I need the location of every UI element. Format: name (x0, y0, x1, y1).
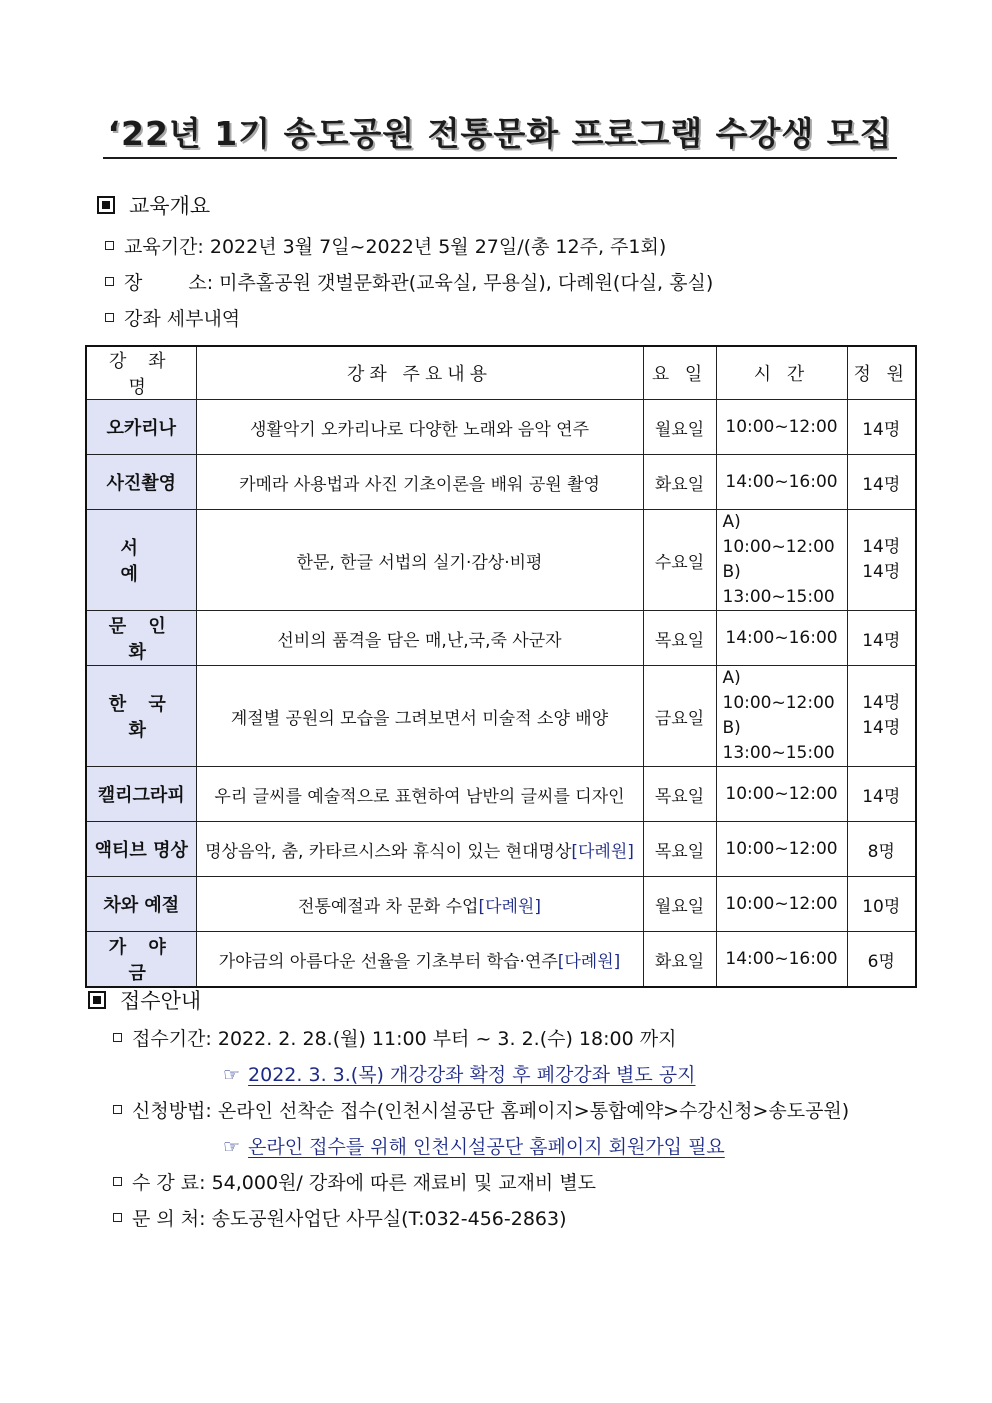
course-capacity: 8명 (847, 822, 916, 877)
course-content: 우리 글씨를 예술적으로 표현하여 남반의 글씨를 디자인 (196, 767, 643, 822)
course-time (716, 510, 847, 611)
registration-period-note: ☞ 2022. 3. 3.(목) 개강강좌 확정 후 폐강강좌 별도 공지 (223, 1064, 696, 1086)
bullet-icon (105, 277, 114, 286)
course-capacity (847, 666, 916, 767)
bullet-icon (113, 1177, 122, 1186)
table-row (86, 767, 916, 822)
registration-fee: 수 강 료: 54,000원/ 강좌에 따른 재료비 및 교재비 별도 (113, 1168, 596, 1195)
page-title: ‘22년 1기 송도공원 전통문화 프로그램 수강생 모집 (0, 108, 992, 155)
course-name: 서 예 (86, 510, 196, 611)
course-day: 금요일 (643, 666, 716, 767)
table-row (86, 510, 916, 611)
course-capacity: 14명 (847, 611, 916, 666)
course-name: 한 국 화 (86, 666, 196, 767)
course-content: 명상음악, 춤, 카타르시스와 휴식이 있는 현대명상[다례원] (196, 822, 643, 877)
course-content: 전통예절과 차 문화 수업[다례원] (196, 877, 643, 932)
course-capacity-a: 14명 (862, 693, 901, 713)
overview-period: 교육기간: 2022년 3월 7일~2022년 5월 27일/(총 12주, 주1회) (105, 232, 666, 259)
course-name: 가 야 금 (86, 932, 196, 988)
course-day: 화요일 (643, 455, 716, 510)
course-content: 선비의 품격을 담은 매,난,국,죽 사군자 (196, 611, 643, 666)
course-content: 카메라 사용법과 사진 기초이론을 배워 공원 촬영 (196, 455, 643, 510)
course-capacity: 14명 (847, 455, 916, 510)
bullet-icon (105, 241, 114, 250)
course-day: 수요일 (643, 510, 716, 611)
registration-heading: 접수안내 (88, 985, 201, 1015)
course-time: 10:00~12:00 (716, 767, 847, 822)
course-day: 월요일 (643, 400, 716, 455)
venue-note: [다례원] (478, 896, 541, 917)
course-content: 계절별 공원의 모습을 그려보면서 미술적 소양 배양 (196, 666, 643, 767)
bullet-icon (105, 313, 114, 322)
table-header-row (86, 346, 916, 400)
pointing-hand-icon: ☞ (223, 1136, 241, 1158)
registration-contact: 문 의 처: 송도공원사업단 사무실(T:032-456-2863) (113, 1204, 567, 1231)
course-time-b: B) 13:00~15:00 (722, 718, 835, 763)
course-table (85, 345, 917, 988)
course-capacity: 14명 (847, 400, 916, 455)
header-course-name: 강 좌 명 (86, 346, 196, 400)
course-capacity: 14명 (847, 767, 916, 822)
venue-note: [다례원] (571, 841, 634, 862)
course-time: 14:00~16:00 (716, 455, 847, 510)
course-time (716, 666, 847, 767)
course-time: 14:00~16:00 (716, 611, 847, 666)
course-name: 오카리나 (86, 400, 196, 455)
square-bullet-icon (88, 991, 106, 1009)
course-time-a: A) 10:00~12:00 (722, 512, 835, 557)
overview-details-label: 강좌 세부내역 (105, 304, 240, 331)
square-bullet-icon (97, 196, 115, 214)
course-name: 액티브 명상 (86, 822, 196, 877)
header-time: 시 간 (716, 346, 847, 400)
table-row (86, 611, 916, 666)
course-time: 14:00~16:00 (716, 932, 847, 988)
course-content: 생활악기 오카리나로 다양한 노래와 음악 연주 (196, 400, 643, 455)
course-day: 월요일 (643, 877, 716, 932)
bullet-icon (113, 1033, 122, 1042)
course-day: 화요일 (643, 932, 716, 988)
course-time: 10:00~12:00 (716, 877, 847, 932)
course-day: 목요일 (643, 822, 716, 877)
course-time: 10:00~12:00 (716, 400, 847, 455)
course-capacity (847, 510, 916, 611)
table-row (86, 400, 916, 455)
course-capacity-b: 14명 (862, 562, 901, 582)
table-row (86, 932, 916, 988)
course-time-b: B) 13:00~15:00 (722, 562, 835, 607)
course-capacity-b: 14명 (862, 718, 901, 738)
course-name: 캘리그라피 (86, 767, 196, 822)
course-name: 차와 예절 (86, 877, 196, 932)
course-day: 목요일 (643, 611, 716, 666)
course-capacity: 10명 (847, 877, 916, 932)
table-row (86, 666, 916, 767)
course-capacity: 6명 (847, 932, 916, 988)
overview-place: 장 소: 미추홀공원 갯벌문화관(교육실, 무용실), 다례원(다실, 홍실) (105, 268, 713, 295)
bullet-icon (113, 1213, 122, 1222)
course-time: 10:00~12:00 (716, 822, 847, 877)
table-row (86, 822, 916, 877)
bullet-icon (113, 1105, 122, 1114)
registration-period: 접수기간: 2022. 2. 28.(월) 11:00 부터 ~ 3. 2.(수) 18:00 까지 (113, 1024, 676, 1051)
pointing-hand-icon: ☞ (223, 1064, 241, 1086)
course-capacity-a: 14명 (862, 537, 901, 557)
course-content: 가야금의 아름다운 선율을 기초부터 학습·연주[다례원] (196, 932, 643, 988)
overview-heading: 교육개요 (97, 190, 210, 220)
header-content: 강좌 주요내용 (196, 346, 643, 400)
course-name: 사진촬영 (86, 455, 196, 510)
course-content: 한문, 한글 서법의 실기·감상·비평 (196, 510, 643, 611)
header-day: 요 일 (643, 346, 716, 400)
registration-method: 신청방법: 온라인 선착순 접수(인천시설공단 홈페이지>통합예약>수강신청>송도공원) (113, 1096, 849, 1123)
registration-method-note: ☞ 온라인 접수를 위해 인천시설공단 홈페이지 회원가입 필요 (223, 1136, 725, 1158)
course-time-a: A) 10:00~12:00 (722, 668, 835, 713)
course-name: 문 인 화 (86, 611, 196, 666)
venue-note: [다례원] (557, 951, 621, 972)
table-row (86, 877, 916, 932)
header-capacity: 정 원 (847, 346, 916, 400)
table-row (86, 455, 916, 510)
course-day: 목요일 (643, 767, 716, 822)
